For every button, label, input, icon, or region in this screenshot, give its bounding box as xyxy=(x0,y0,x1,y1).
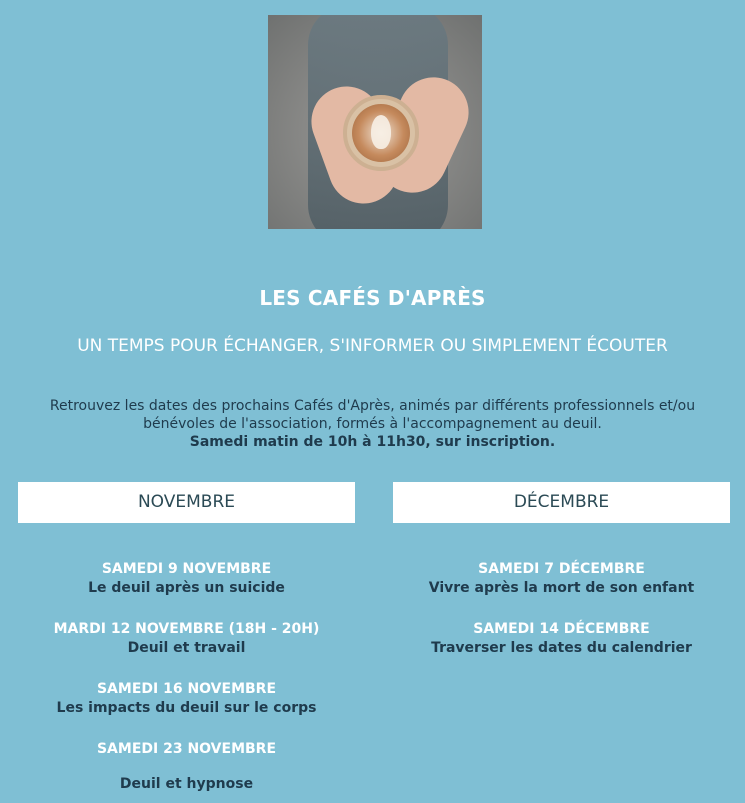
event-topic: Les impacts du deuil sur le corps xyxy=(56,700,317,716)
event-item xyxy=(18,680,355,718)
event-topic: Vivre après la mort de son enfant xyxy=(428,580,695,596)
event-topic: Le deuil après un suicide xyxy=(88,580,285,596)
event-date: SAMEDI 23 NOVEMBRE xyxy=(96,741,277,757)
event-item xyxy=(393,620,730,658)
latte-art-shape xyxy=(371,115,391,149)
month-header-november: NOVEMBRE xyxy=(18,482,355,523)
page-title: LES CAFÉS D'APRÈS xyxy=(259,286,486,310)
event-item xyxy=(18,620,355,658)
month-header-december: DÉCEMBRE xyxy=(393,482,730,523)
event-date: SAMEDI 9 NOVEMBRE xyxy=(101,561,272,577)
schedule-text: Samedi matin de 10h à 11h30, sur inscription. xyxy=(189,434,556,450)
event-date: MARDI 12 NOVEMBRE (18H - 20H) xyxy=(53,621,320,637)
december-events xyxy=(393,560,730,658)
event-topic: Deuil et hypnose xyxy=(119,776,254,792)
event-item xyxy=(18,560,355,598)
event-topic: Deuil et travail xyxy=(127,640,246,656)
hero-image xyxy=(268,15,482,229)
event-item xyxy=(18,740,355,794)
event-date: SAMEDI 14 DÉCEMBRE xyxy=(473,621,650,637)
event-item xyxy=(393,560,730,598)
event-topic: Traverser les dates du calendrier xyxy=(431,640,692,656)
intro-text xyxy=(20,397,725,451)
event-date: SAMEDI 7 DÉCEMBRE xyxy=(478,561,645,577)
november-events xyxy=(18,560,355,794)
event-date: SAMEDI 16 NOVEMBRE xyxy=(96,681,277,697)
spacer xyxy=(18,759,355,775)
intro-line-1: Retrouvez les dates des prochains Cafés d'Après, animés par différents professionnels et/ou xyxy=(49,398,696,414)
intro-line-2: bénévoles de l'association, formés à l'accompagnement au deuil. xyxy=(143,416,602,432)
page-subtitle: UN TEMPS POUR ÉCHANGER, S'INFORMER OU SIMPLEMENT ÉCOUTER xyxy=(77,336,668,356)
